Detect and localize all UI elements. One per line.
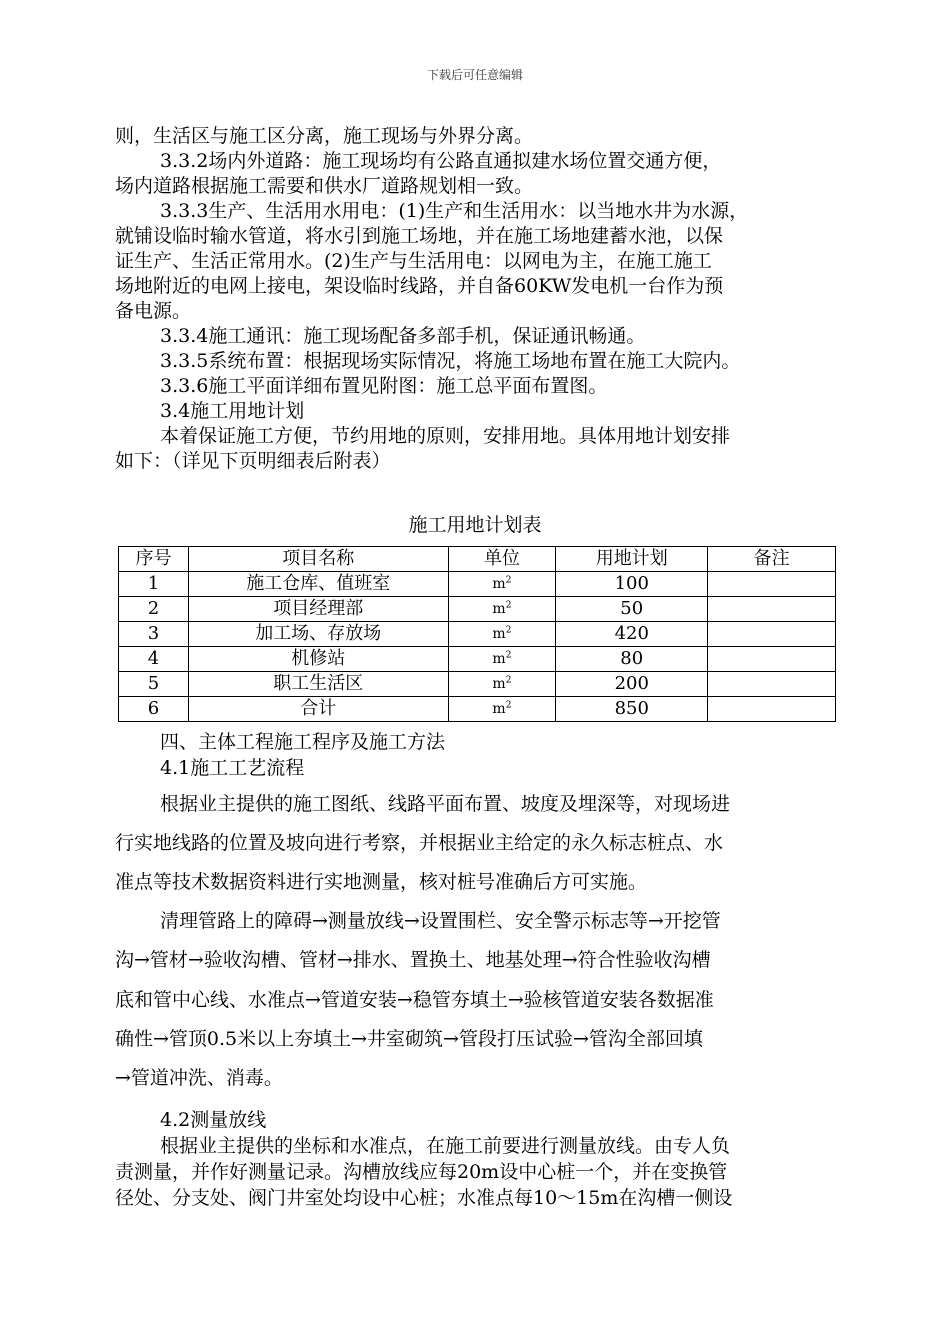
text-line: 3.3.5系统布置：根据现场实际情况，将施工场地布置在施工大院内。 bbox=[160, 350, 741, 372]
cell-note bbox=[708, 647, 836, 672]
unit-sup: 2 bbox=[505, 600, 512, 611]
cell-no: 4 bbox=[119, 647, 189, 672]
cell-no: 3 bbox=[119, 622, 189, 647]
cell-unit bbox=[448, 597, 556, 622]
text-line: 责测量，并作好测量记录。沟槽放线应每20m设中心桩一个，并在变换管 bbox=[115, 1161, 728, 1183]
cell-plan: 100 bbox=[556, 572, 708, 597]
text-line: 确性→管顶0.5米以上夯填土→井室砌筑→管段打压试验→管沟全部回填 bbox=[115, 1028, 703, 1050]
text-line: 3.3.2场内外道路：施工现场均有公路直通拟建水场位置交通方便， bbox=[160, 150, 722, 172]
col-header: 项目名称 bbox=[188, 547, 448, 572]
col-header: 用地计划 bbox=[556, 547, 708, 572]
table-header-row bbox=[119, 547, 836, 572]
col-header: 单位 bbox=[448, 547, 556, 572]
cell-note bbox=[708, 697, 836, 722]
text-line: 根据业主提供的施工图纸、线路平面布置、坡度及埋深等，对现场进 bbox=[160, 793, 731, 815]
text-line: 行实地线路的位置及坡向进行考察，并根据业主给定的永久标志桩点、水 bbox=[115, 832, 724, 854]
unit-base: m bbox=[492, 701, 506, 717]
text-line: 3.3.3生产、生活用水用电：(1)生产和生活用水：以当地水井为水源， bbox=[160, 200, 749, 222]
cell-plan: 850 bbox=[556, 697, 708, 722]
cell-unit bbox=[448, 672, 556, 697]
table-row bbox=[119, 597, 836, 622]
unit-sup: 2 bbox=[505, 700, 512, 711]
text-line: 就铺设临时输水管道，将水引到施工场地，并在施工场地建蓄水池，以保 bbox=[115, 225, 724, 247]
cell-name: 加工场、存放场 bbox=[188, 622, 448, 647]
cell-unit bbox=[448, 622, 556, 647]
cell-note bbox=[708, 622, 836, 647]
text-line: 场地附近的电网上接电，架设临时线路，并自备60KW发电机一台作为预 bbox=[115, 275, 724, 297]
text-line: 准点等技术数据资料进行实地测量，核对桩号准确后方可实施。 bbox=[115, 871, 648, 893]
text-line: 3.3.4施工通讯：施工现场配备多部手机，保证通讯畅通。 bbox=[160, 325, 646, 347]
text-line: 备电源。 bbox=[115, 300, 192, 322]
text-line: 沟→管材→验收沟槽、管材→排水、置换土、地基处理→符合性验收沟槽 bbox=[115, 949, 711, 971]
text-line: 场内道路根据施工需要和供水厂道路规划相一致。 bbox=[115, 175, 534, 197]
table-row bbox=[119, 672, 836, 697]
col-header: 序号 bbox=[119, 547, 189, 572]
cell-note bbox=[708, 597, 836, 622]
text-line: 底和管中心线、水准点→管道安装→稳管夯填土→验核管道安装各数据准 bbox=[115, 989, 714, 1011]
table-total-row bbox=[119, 697, 836, 722]
text-line: 径处、分支处、阀门井室处均设中心桩；水准点每10～15m在沟槽一侧设 bbox=[115, 1187, 733, 1209]
table-title: 施工用地计划表 bbox=[408, 514, 542, 536]
cell-note bbox=[708, 672, 836, 697]
text-line: 清理管路上的障碍→测量放线→设置围栏、安全警示标志等→开挖管 bbox=[160, 910, 721, 932]
text-line: 证生产、生活正常用水。(2)生产与生活用电：以网电为主，在施工施工 bbox=[115, 250, 712, 272]
text-line: 3.3.6施工平面详细布置见附图：施工总平面布置图。 bbox=[160, 375, 608, 397]
cell-no: 5 bbox=[119, 672, 189, 697]
unit-base: m bbox=[492, 601, 506, 617]
cell-name: 施工仓库、值班室 bbox=[188, 572, 448, 597]
cell-plan: 50 bbox=[556, 597, 708, 622]
cell-plan: 420 bbox=[556, 622, 708, 647]
text-line: →管道冲洗、消毒。 bbox=[115, 1067, 283, 1089]
cell-no: 2 bbox=[119, 597, 189, 622]
page-header: 下载后可任意编辑 bbox=[426, 68, 523, 82]
text-line: 根据业主提供的坐标和水准点，在施工前要进行测量放线。由专人负 bbox=[160, 1135, 731, 1157]
cell-name: 合计 bbox=[188, 697, 448, 722]
unit-base: m bbox=[492, 576, 506, 592]
cell-unit bbox=[448, 697, 556, 722]
col-header: 备注 bbox=[708, 547, 836, 572]
unit-base: m bbox=[492, 651, 506, 667]
text-line: 如下：（详见下页明细表后附表） bbox=[115, 450, 391, 472]
unit-sup: 2 bbox=[505, 650, 512, 661]
text-line: 本着保证施工方便，节约用地的原则，安排用地。具体用地计划安排 bbox=[160, 425, 731, 447]
cell-no: 6 bbox=[119, 697, 189, 722]
cell-name: 机修站 bbox=[188, 647, 448, 672]
cell-unit bbox=[448, 572, 556, 597]
unit-base: m bbox=[492, 626, 506, 642]
section-heading: 4.1施工工艺流程 bbox=[160, 757, 305, 779]
cell-name: 项目经理部 bbox=[188, 597, 448, 622]
unit-sup: 2 bbox=[505, 625, 512, 636]
text-line: 则，生活区与施工区分离，施工现场与外界分离。 bbox=[115, 125, 534, 147]
unit-base: m bbox=[492, 676, 506, 692]
section-heading: 3.4施工用地计划 bbox=[160, 400, 305, 422]
section-heading: 4.2测量放线 bbox=[160, 1109, 267, 1131]
cell-name: 职工生活区 bbox=[188, 672, 448, 697]
table-row bbox=[119, 572, 836, 597]
table-row bbox=[119, 647, 836, 672]
cell-note bbox=[708, 572, 836, 597]
cell-plan: 80 bbox=[556, 647, 708, 672]
table-row bbox=[119, 622, 836, 647]
chapter-heading: 四、主体工程施工程序及施工方法 bbox=[160, 731, 446, 753]
cell-no: 1 bbox=[119, 572, 189, 597]
land-use-table bbox=[118, 546, 836, 722]
unit-sup: 2 bbox=[505, 575, 512, 586]
cell-unit bbox=[448, 647, 556, 672]
unit-sup: 2 bbox=[505, 675, 512, 686]
cell-plan: 200 bbox=[556, 672, 708, 697]
